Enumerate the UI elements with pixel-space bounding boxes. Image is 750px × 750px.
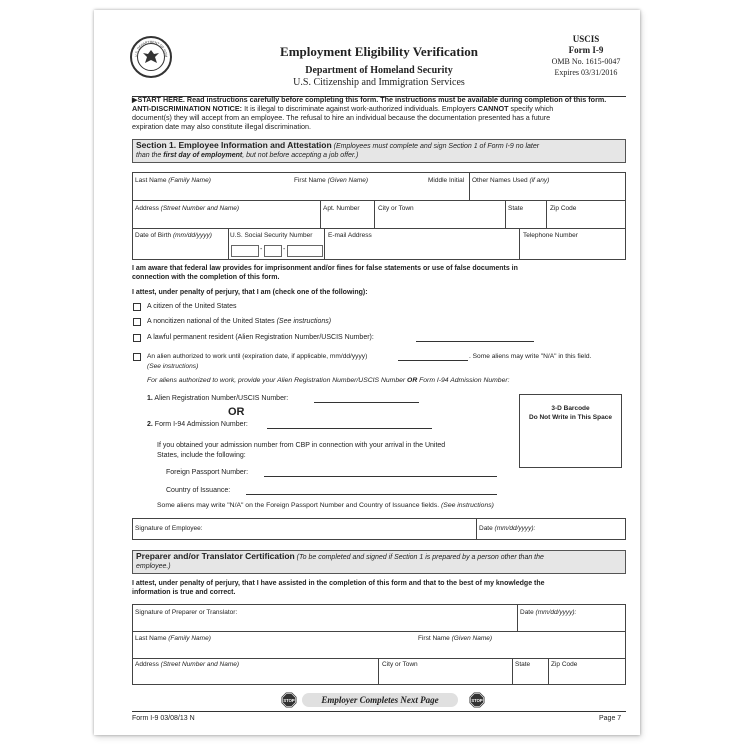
na-field-note: . Some aliens may write "N/A" in this field. [469,353,592,360]
employer-next-page-banner: Employer Completes Next Page [302,693,458,707]
preparer-first-name-field[interactable]: First Name (Given Name) [418,635,493,642]
ssn-part-2-input[interactable] [264,245,282,257]
form-title: Employment Eligibility Verification [280,44,478,59]
country-input[interactable] [246,494,497,495]
i94-number-input[interactable] [267,428,432,429]
ssn-label: U.S. Social Security Number [230,232,313,239]
alien-number-item: 1. Alien Registration Number/USCIS Number: [147,395,289,402]
preparer-city-field[interactable]: City or Town [382,661,418,668]
passport-label: Foreign Passport Number: [166,469,249,476]
other-names-field[interactable]: Other Names Used (if any) [472,177,550,184]
form-id-footer: Form I-9 03/08/13 N [132,715,195,722]
city-field[interactable]: City or Town [378,205,414,212]
middle-initial-field[interactable]: Middle Initial [428,177,465,184]
passport-number-input[interactable] [264,476,497,477]
address-field[interactable]: Address (Street Number and Name) [135,205,240,212]
aliens-provide-note: For aliens authorized to work, provide your Alien Registration Number/USCIS Number OR Form I-94 Admission Number: [147,377,510,384]
preparer-date-field[interactable]: Date (mm/dd/yyyy): [520,609,577,616]
preparer-address-field[interactable]: Address (Street Number and Name) [135,661,240,668]
alien-authorized-checkbox[interactable] [133,353,141,361]
preparer-info-grid [132,604,626,685]
svg-text:STOP: STOP [283,698,295,703]
form-number: Form I-9 [568,45,604,55]
preparer-zip-field[interactable]: Zip Code [551,661,578,668]
page-number: Page 7 [599,715,622,722]
noncitizen-national-label: A noncitizen national of the United States (See instructions) [147,318,332,325]
ssn-part-1-input[interactable] [231,245,259,257]
employee-signature-field[interactable]: Signature of Employee: [135,525,203,532]
alien-number-input[interactable] [314,402,419,403]
citizen-checkbox[interactable] [133,303,141,311]
svg-text:U.S. DEPARTMENT OF HOMELAND SE [130,36,168,58]
department-name: Department of Homeland Security [305,65,453,76]
i94-item: 2. Form I-94 Admission Number: [147,421,248,428]
employee-info-grid [132,172,626,260]
cbp-instructions: If you obtained your admission number from CBP in connection with your arrival in the United States, include the following: [157,442,446,459]
perjury-statement: I attest, under penalty of perjury, that I am (check one of the following): [132,289,368,296]
email-field[interactable]: E-mail Address [328,232,372,239]
preparer-state-field[interactable]: State [515,661,531,668]
footer-divider [132,711,626,712]
preparer-signature-field[interactable]: Signature of Preparer or Translator: [135,609,238,616]
seal-text: U.S. DEPARTMENT OF HOM [133,39,169,58]
phone-field[interactable]: Telephone Number [523,232,578,239]
country-label: Country of Issuance: [166,487,231,494]
first-name-field[interactable]: First Name (Given Name) [294,177,369,184]
svg-text:STOP: STOP [471,698,483,703]
employee-signature-row [132,518,626,540]
intro-notice: ▶START HERE. Read instructions carefully before completing this form. The instructions must be available during completion of this form. ANTI-DISCRIMINATION NOTICE: It is illegal to discriminate against work-authorized individuals. Employers CANNOT specify which document(s) they will accept from an employee. The refusal to hire an individual because the documentation presented has a future expiration date may also constitute illegal discrimination. [132,95,607,131]
expiration-date: Expires 03/31/2016 [554,68,618,77]
form-page: U.S. DEPARTMENT OF HOM Employment Eligibility Verification Department of Homeland Security U.S. Citizenship and Immigration Services USCIS Form I-9 OMB No. 1615-0047 Expires 03/31/2016 ▶START HERE. Read instructions carefully before completing this form. The instructions must be available during completion of this form. ANTI-DISCRIMINATION NOTICE: It is illegal to discriminate against work-authorized individuals. Employers CANNOT specify which document(s) they will accept from an employee. The refusal to hire an individual because the documentation presented has a future expiration date may also constitute illegal discrimination. Section 1. Employee Information and Attestation (Employees must complete and sign Section 1 of Form I-9 no later than the first day of employment, but not before accepting a job offer.) Last Name (Family Name) First Name (Given Name) Middle Initial Other Names Used (if any) Address (Street Number and Name) Apt. Number City or Town State Zip Code Date of Birth (mm/dd/yyyy) U.S. Social Security Number - - E-mail Address Telephone Number I am aware that federal law provides for imprisonment and/or fines for false statements or use of false documents in connection with the completion of this form. I attest, under penalty of perjury, that I am (check one of the following): A citizen of the United States A noncitizen national of the United States (See instructions) A lawful permanent resident (Alien Registration Number/USCIS Number): An alien authorized to work until (expiration date, if applicable, mm/dd/yyyy) . Some aliens may write "N/A" in this field. (See instructions) For aliens authorized to work, provide your Alien Registration Number/USCIS Number OR Form I-94 Admission Number: 1. Alien Registration Number/USCIS Number: OR 2. Form I-94 Admission Number: If you obtained your admission number from CBP in connection with your arrival in the United States, include the following: Foreign Passport Number: Country of Issuance: Some aliens may write "N/A" on the Foreign Passport Number and Country of Issuance fields. (See instructions) 3-D Barcode Do Not Write in This Space Signature of Employee: Date (mm/dd/yyyy): Preparer and/or Translator Certification (To be completed and signed if Section 1 is prepared by a person other than the employee.) I attest, under penalty of perjury, that I have assisted in the completion of this form and that to the best of my knowledge the information is true and correct. Signature of Preparer or Translator: Date (mm/dd/yyyy): Last Name (Family Name) First Name (Given Name) Address (Street Number and Name) City or Town State Zip Code STOP Employer Completes Next Page STOP Form I-9 03/08/13 N Page 7 [94,10,640,735]
federal-law-notice: I am aware that federal law provides for imprisonment and/or fines for false statements or use of false documents in connection with the completion of this form. [132,265,518,281]
dhs-seal-icon [130,36,172,78]
apt-number-field[interactable]: Apt. Number [323,205,360,212]
preparer-header: Preparer and/or Translator Certification (To be completed and signed if Section 1 is prepared by a person other than the employee.) [132,550,626,574]
preparer-attestation: I attest, under penalty of perjury, that I have assisted in the completion of this form and that to the best of my knowledge the information is true and correct. [132,580,545,596]
citizen-label: A citizen of the United States [147,303,237,310]
state-field[interactable]: State [508,205,524,212]
noncitizen-national-checkbox[interactable] [133,318,141,326]
na-passport-note: Some aliens may write "N/A" on the Foreign Passport Number and Country of Issuance fields. (See instructions) [157,502,494,509]
employee-date-field[interactable]: Date (mm/dd/yyyy): [479,525,536,532]
see-instructions-note: (See instructions) [147,363,199,370]
section1-header: Section 1. Employee Information and Attestation (Employees must complete and sign Section 1 of Form I-9 no later than the first day of employment, but not before accepting a job offer.) [132,139,626,163]
permanent-resident-checkbox[interactable] [133,334,141,342]
last-name-field[interactable]: Last Name (Family Name) [135,177,211,184]
omb-number: OMB No. 1615-0047 [551,57,621,66]
or-label: OR [228,406,245,418]
permanent-resident-label: A lawful permanent resident (Alien Registration Number/USCIS Number): [147,334,374,341]
preparer-last-name-field[interactable]: Last Name (Family Name) [135,635,211,642]
ssn-part-3-input[interactable] [287,245,323,257]
agency-name: U.S. Citizenship and Immigration Services [293,77,465,88]
uscis-label: USCIS [572,34,600,44]
alien-number-line[interactable] [416,341,534,342]
expiration-date-line[interactable] [398,360,468,361]
alien-authorized-label: An alien authorized to work until (expiration date, if applicable, mm/dd/yyyy) [147,353,368,360]
zip-code-field[interactable]: Zip Code [550,205,577,212]
barcode-box: 3-D Barcode Do Not Write in This Space [519,394,622,468]
stop-sign-icon [469,692,485,708]
dob-field[interactable]: Date of Birth (mm/dd/yyyy) [135,232,212,239]
stop-sign-icon [281,692,297,708]
